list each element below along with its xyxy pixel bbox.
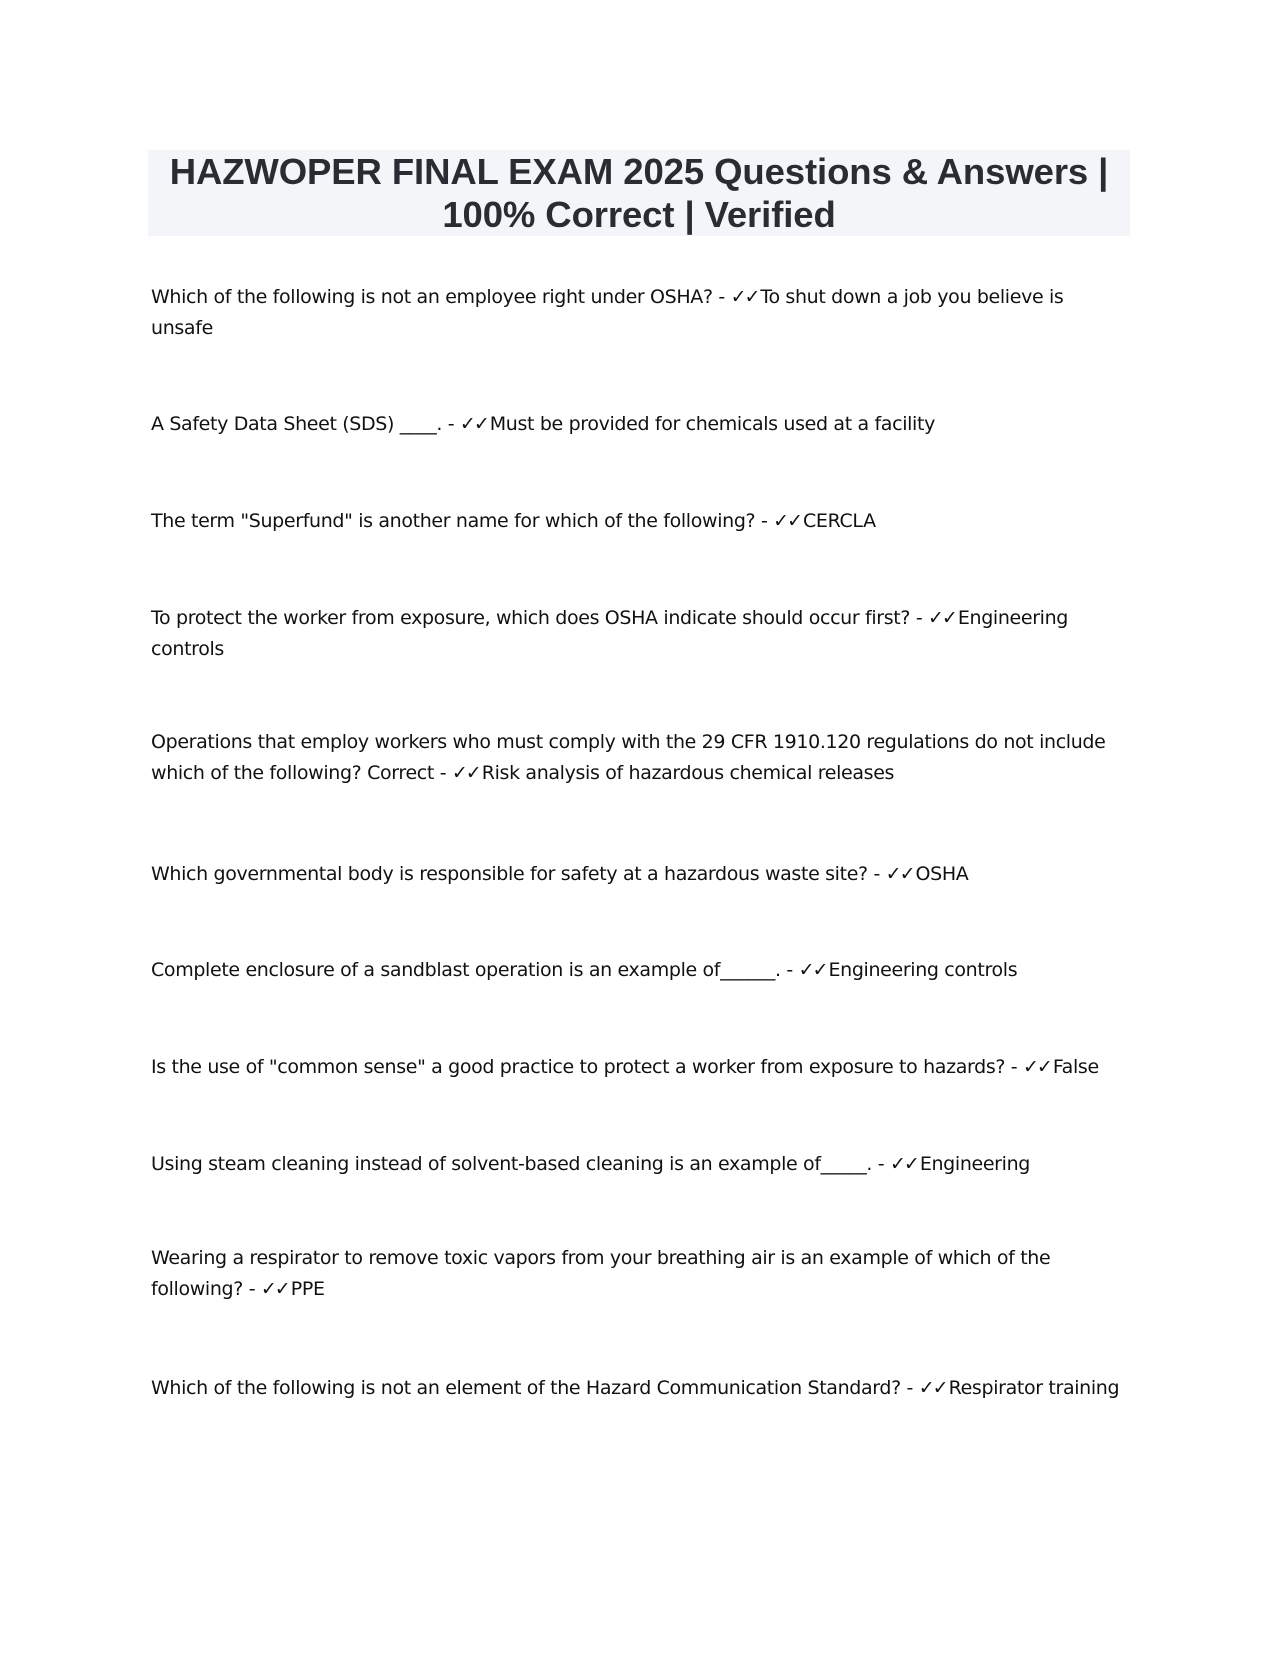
qa-item-6 xyxy=(151,859,1131,890)
qa-item-1 xyxy=(151,282,1131,344)
double-check-icon: ✓✓ xyxy=(1023,1056,1051,1078)
answer-text: PPE xyxy=(290,1278,325,1300)
double-check-icon: ✓✓ xyxy=(260,1278,289,1300)
double-check-icon: ✓✓ xyxy=(928,607,956,629)
answer-text: OSHA xyxy=(915,863,969,885)
question-text: To protect the worker from exposure, which does OSHA indicate should occur first? - xyxy=(151,607,929,629)
question-text: Using steam cleaning instead of solvent-based cleaning is an example of_____. - xyxy=(151,1153,890,1175)
question-text: Which of the following is not an element of the Hazard Communication Standard? - xyxy=(151,1377,919,1399)
answer-text: To shut down a job you believe is unsafe xyxy=(151,286,1064,339)
title-line-1: HAZWOPER FINAL EXAM 2025 Questions & Answers | xyxy=(169,151,1109,192)
qa-item-8 xyxy=(151,1052,1131,1083)
double-check-icon: ✓✓ xyxy=(798,959,827,981)
title-line-2: 100% Correct | Verified xyxy=(442,194,836,235)
answer-text: Engineering controls xyxy=(828,959,1018,981)
question-text: Which of the following is not an employee right under OSHA? - xyxy=(151,286,731,308)
answer-text: Risk analysis of hazardous chemical releases xyxy=(481,762,895,784)
double-check-icon: ✓✓ xyxy=(918,1377,947,1399)
question-text: Which governmental body is responsible for safety at a hazardous waste site? - xyxy=(151,863,886,885)
qa-item-9 xyxy=(151,1149,1131,1180)
qa-item-2 xyxy=(151,409,1131,440)
double-check-icon: ✓✓ xyxy=(459,413,488,435)
qa-item-7 xyxy=(151,955,1131,986)
double-check-icon: ✓✓ xyxy=(889,1153,918,1175)
question-text: Complete enclosure of a sandblast operation is an example of______. - xyxy=(151,959,799,981)
answer-text: Engineering xyxy=(919,1153,1030,1175)
qa-item-11 xyxy=(151,1373,1131,1404)
answer-text: Engineering controls xyxy=(151,607,1069,660)
question-text: Is the use of "common sense" a good practice to protect a worker from exposure to hazards? - xyxy=(151,1056,1023,1078)
double-check-icon: ✓✓ xyxy=(730,286,759,308)
answer-text: Respirator training xyxy=(948,1377,1120,1399)
question-text: A Safety Data Sheet (SDS) ____. - xyxy=(151,413,460,435)
double-check-icon: ✓✓ xyxy=(451,762,480,784)
answer-text: Must be provided for chemicals used at a facility xyxy=(489,413,935,435)
question-text: Operations that employ workers who must comply with the 29 CFR 1910.120 regulations do not include which of the following? Correct - xyxy=(151,731,1106,784)
document-title xyxy=(148,150,1130,236)
double-check-icon: ✓✓ xyxy=(885,863,914,885)
answer-text: False xyxy=(1052,1056,1099,1078)
answer-text: CERCLA xyxy=(803,510,876,532)
question-text: Wearing a respirator to remove toxic vapors from your breathing air is an example of which of the following? - xyxy=(151,1247,1051,1300)
qa-item-4 xyxy=(151,603,1131,665)
question-text: The term "Superfund" is another name for which of the following? - xyxy=(151,510,774,532)
qa-item-10 xyxy=(151,1243,1131,1305)
qa-item-5 xyxy=(151,727,1131,789)
double-check-icon: ✓✓ xyxy=(773,510,801,532)
qa-item-3 xyxy=(151,506,1131,537)
